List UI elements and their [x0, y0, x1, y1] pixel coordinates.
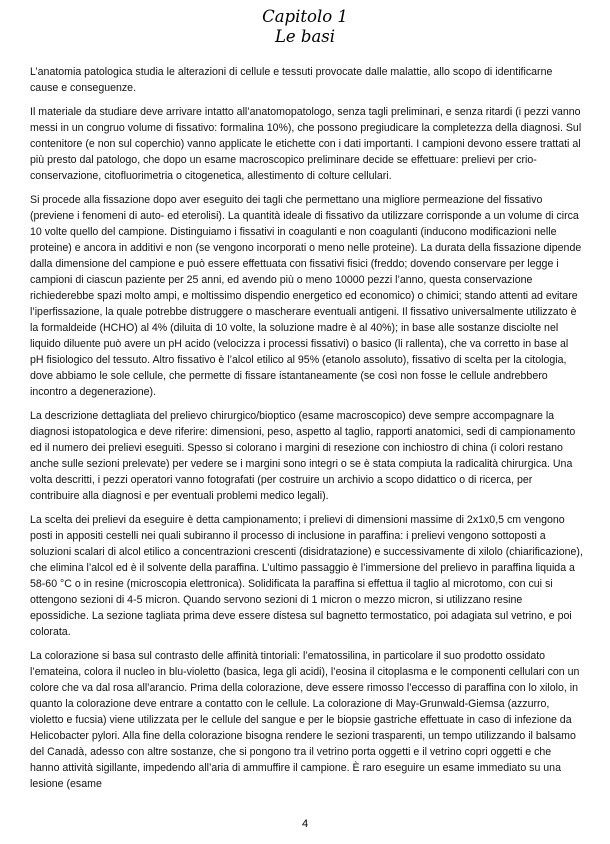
paragraph: La scelta dei prelievi da eseguire è detta campionamento; i prelievi di dimensioni massime di 2x1x0,5 cm vengono posti in appositi cestelli nei quali subiranno il processo di inclusione in paraffina: i prelievi vengono sottoposti a soluzioni scalari di alcol etilico a concentrazioni crescenti (disidratazione) e successivamente di xilolo (chiarificazione), che elimina l’alcol ed è il solvente della paraffina. L’ultimo passaggio è l’immersione del prelievo in paraffina liquida a 58-60 °C o in resine (microscopia elettronica). Solidificata la paraffina si effettua il taglio al microtomo, con cui si ottengono sezioni di 4-5 micron. Quando servono sezioni di 1 micron o mezzo micron, si utilizzano resine epossidiche. La sezione tagliata prima deve essere distesa sul bagnetto termostatico, poi adagiata sul vetrino, e poi colorata. [30, 514, 583, 638]
page-number: 4 [301, 818, 309, 830]
chapter-title: Le basi [274, 27, 336, 46]
paragraph: Il materiale da studiare deve arrivare intatto all’anatomopatologo, senza tagli preliminari, e senza ritardi (i pezzi vanno messi in un congruo volume di fissativo: formalina 10%), che possono pregiudicare la completezza della diagnosi. Sul contenitore (e non sul coperchio) vanno applicate le etichette con i dati importanti. I campioni devono essere trattati al più presto dal patologo, che dopo un esame macroscopico preliminare decide se effettuare: prelievi per crio-conservazione, citofluorimetria o citogenetica, allestimento di colture cellulari. [30, 106, 582, 182]
paragraph: Si procede alla fissazione dopo aver eseguito dei tagli che permettano una migliore permeazione del fissativo (previene i fenomeni di auto- ed eterolisi). La quantità ideale di fissativo da utilizzare corrisponde a un volume di circa 10 volte quello del campione. Distinguiamo i fissativi in coagulanti e non coagulanti (inducono modificazioni nelle proteine) e ancora in additivi e non (se vengono incorporati o meno nelle proteine). La durata della fissazione dipende dalla dimensione del campione e può essere effettuata con fissativi fisici (freddo; dovendo conservare per legge i campioni di ciascun paziente per 25 anni, ed avendo più o meno 10000 pezzi l’anno, questa conservazione richiederebbe spazi molto ampi, e moltissimo dispendio energetico ed economico) o chimici; stando attenti ad evitare l’iperfissazione, la quale potrebbe distruggere o mascherare eventuali antigeni. Il fissativo universalmente utilizzato è la formaldeide (HCHO) al 4% (diluita di 10 volte, la soluzione madre è al 40%); in base alle sostanze disciolte nel liquido diluente può avere un pH acido (velocizza i processi fissativi) o basico (li rallenta), che va corretto in base al pH fisiologico del tessuto. Altro fissativo è l’alcol etilico al 95% (etanolo assoluto), fissativo di scelta per la citologia, dove abbiamo le sole cellule, che permette di fissare istantaneamente (se così non fosse le cellule andrebbero incontro a degenerazione). [30, 194, 582, 398]
body-text [30, 64, 583, 800]
chapter-number: Capitolo 1 [262, 7, 348, 26]
paragraph: La colorazione si basa sul contrasto delle affinità tintoriali: l’ematossilina, in particolare il suo prodotto ossidato l’emateina, colora il nucleo in blu-violetto (basica, lega gli acidi), l’eosina il citoplasma e le componenti cellulari con un colore che va dal rosa all’arancio. Prima della colorazione, deve essere rimosso l’eccesso di paraffina con lo xilolo, in quanto la colorazione deve entrare a contatto con le cellule. La colorazione di May-Grunwald-Giemsa (azzurro, violetto e fucsia) viene utilizzata per le cellule del sangue e per le biopsie gastriche effettuate in caso di infezione da Helicobacter pylori. Alla fine della colorazione bisogna rendere le sezioni trasparenti, un tempo utilizzando il balsamo del Canadà, adesso con altre sostanze, che si pongono tra il vetrino porta oggetti e il vetrino copri oggetti e che hanno attività sigillante, impedendo all’aria di ammuffire il campione. È raro eseguire un esame immediato su una lesione (esame [30, 650, 580, 790]
paragraph: La descrizione dettagliata del prelievo chirurgico/bioptico (esame macroscopico) deve sempre accompagnare la diagnosi istopatologica e deve riferire: dimensioni, peso, aspetto al taglio, rapporti anatomici, sedi di campionamento ed il numero dei prelievi eseguiti. Spesso si colorano i margini di resezione con inchiostro di china (i colori restano anche sulle sezioni prelevate) per vedere se i margini sono integri o se è stata compiuta la radicalità chirurgica. Una volta descritti, i pezzi operatori vanno fotografati (per costruire un archivio a scopo didattico o di ricerca, per contribuire alla diagnosi e per eventuali problemi medico legali). [30, 410, 576, 502]
paragraph: L’anatomia patologica studia le alterazioni di cellule e tessuti provocate dalle malattie, allo scopo di identificarne cause e conseguenze. [30, 66, 553, 94]
